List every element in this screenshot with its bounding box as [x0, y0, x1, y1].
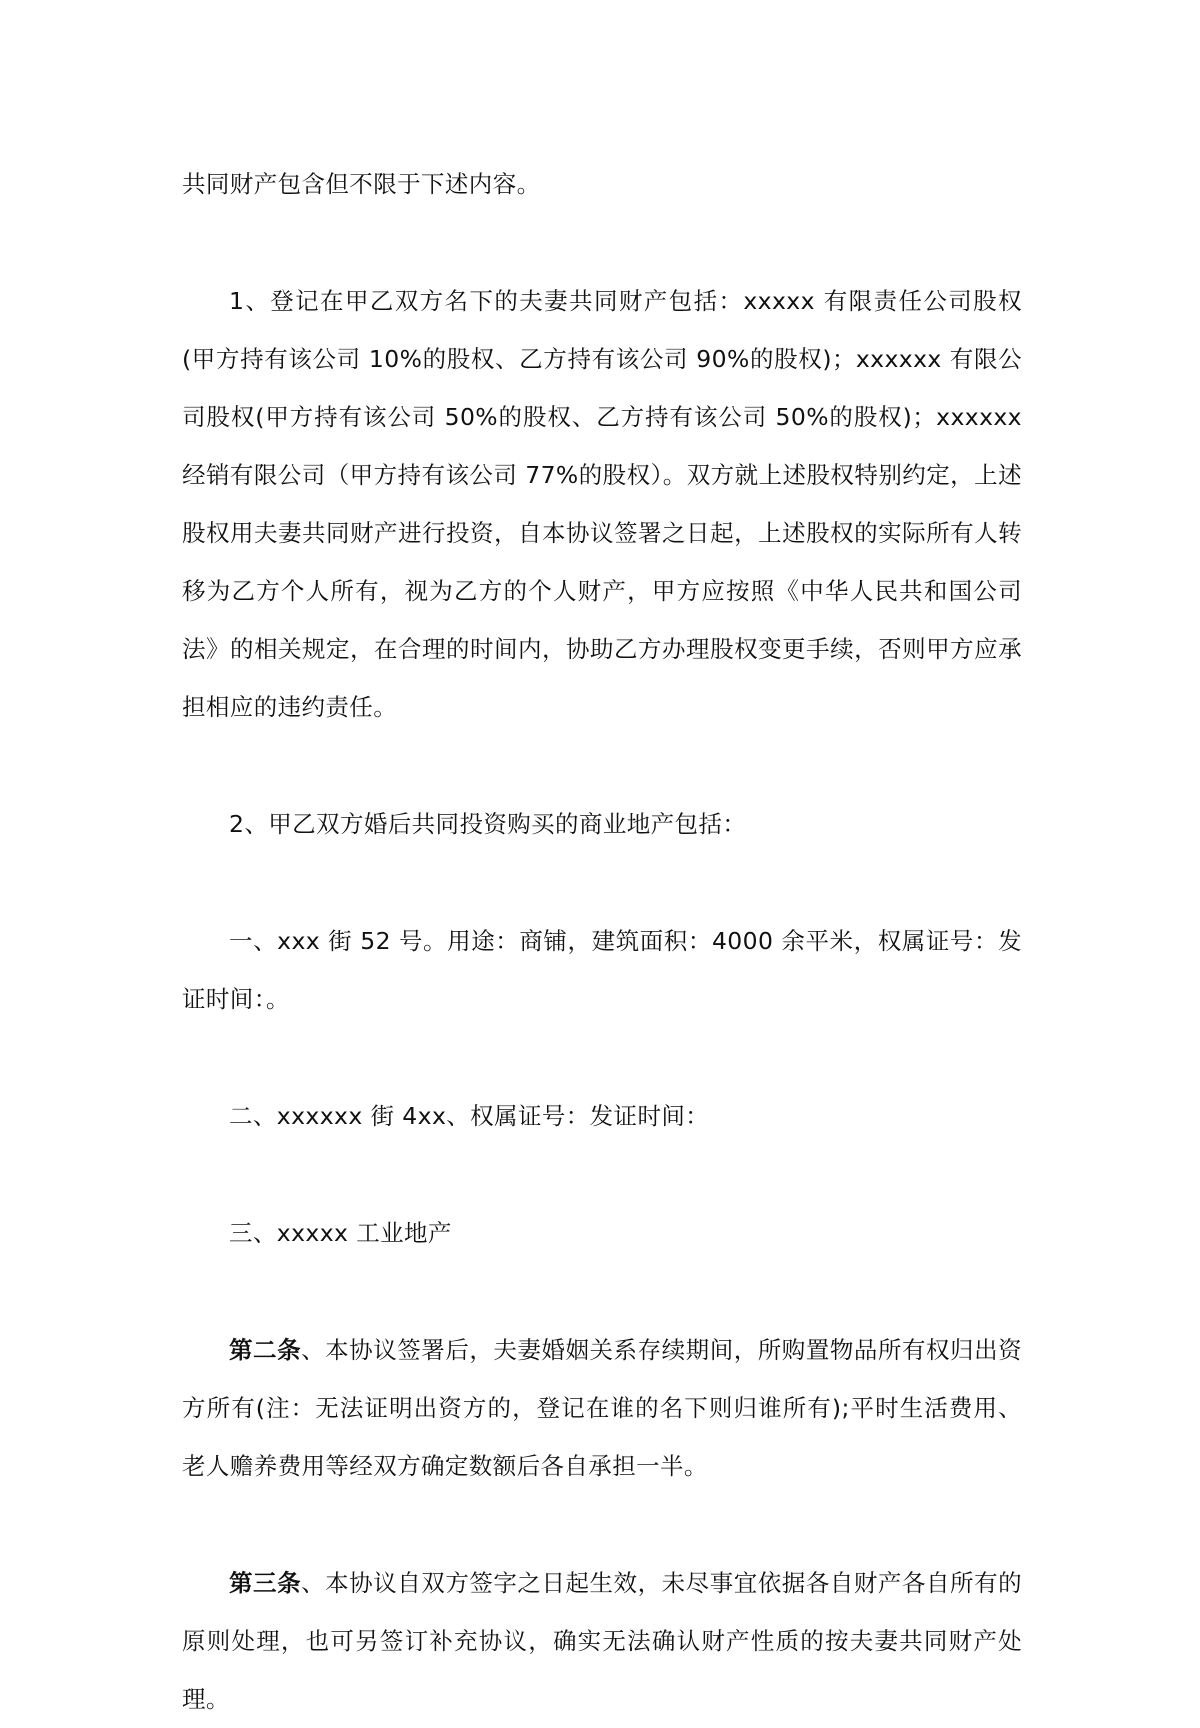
item-1-paragraph: 1、登记在甲乙双方名下的夫妻共同财产包括：xxxxx 有限责任公司股权(甲方持有该公司 10%的股权、乙方持有该公司 90%的股权)；xxxxxx 有限公司股权(甲方持有该公司 50%的股权、乙方持有该公司 50%的股权)；xxxxxx 经销有限公司（甲方持有该公司 77%的股权）。双方就上述股权特别约定，上述股权用夫妻共同财产进行投资，自本协议签署之日起，上述股权的实际所有人转移为乙方个人所有，视为乙方的个人财产，甲方应按照《中华人民共和国公司法》的相关规定，在合理的时间内，协助乙方办理股权变更手续，否则甲方应承担相应的违约责任。	[182, 287, 1022, 721]
article-3-paragraph	[182, 1554, 1022, 1728]
property-3-paragraph: 三、xxxxx 工业地产	[229, 1219, 452, 1247]
property-2-paragraph: 二、xxxxxx 街 4xx、权属证号：发证时间：	[229, 1102, 710, 1130]
document-body	[182, 155, 1022, 1728]
article-3-heading: 第三条	[229, 1569, 302, 1597]
article-2-text: 、本协议签署后，夫妻婚姻关系存续期间，所购置物品所有权归出资方所有(注：无法证明出资方的，登记在谁的名下则归谁所有);平时生活费用、老人赡养费用等经双方确定数额后各自承担一半。	[182, 1336, 1023, 1480]
item-2-paragraph: 2、甲乙双方婚后共同投资购买的商业地产包括：	[229, 810, 747, 838]
article-2-paragraph	[182, 1321, 1022, 1495]
article-3-text: 、本协议自双方签字之日起生效，未尽事宜依据各自财产各自所有的原则处理，也可另签订补充协议，确实无法确认财产性质的按夫妻共同财产处理。	[182, 1569, 1023, 1713]
property-1-paragraph: 一、xxx 街 52 号。用途：商铺，建筑面积：4000 余平米，权属证号：发证时间：。	[182, 927, 1022, 1013]
article-2-heading: 第二条	[229, 1336, 302, 1364]
intro-paragraph: 共同财产包含但不限于下述内容。	[182, 170, 541, 198]
